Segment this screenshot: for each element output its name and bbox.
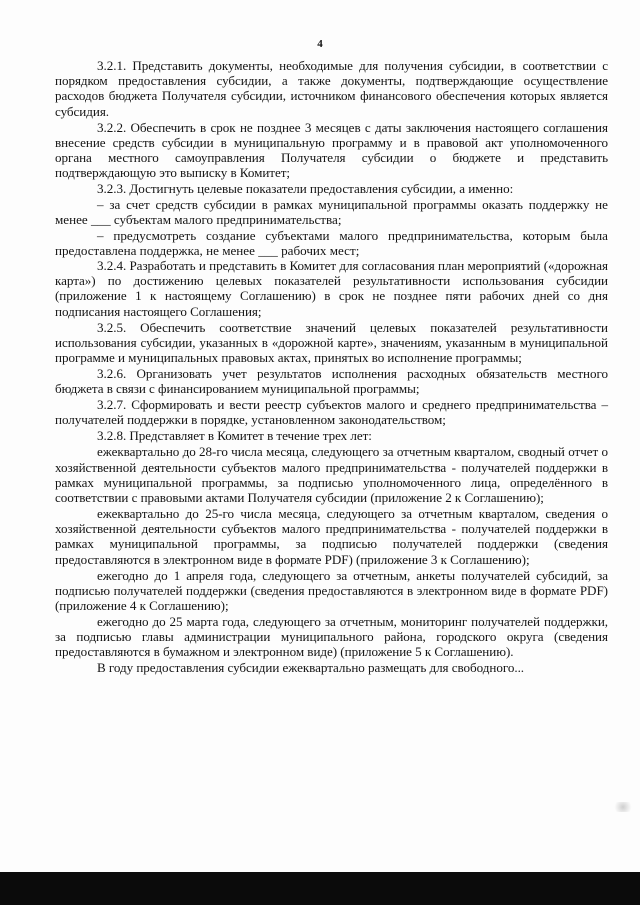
paragraph-subsidy-year: В году предоставления субсидии ежеквартально размещать для свободного... [97,660,525,676]
paragraph-quarterly-28: ежеквартально до 28-го числа месяца, следующего за отчетным кварталом, сводный отчет о хозяйственной деятельности субъектов малого предпринимательства - получателей поддержки в рамках муниципальной программы, за подписью уполномоченного лица, определённого в соответствии с правовыми актами Получателя субсидии (приложение 2 к Соглашению); [55,444,608,506]
paragraph-3-2-7: 3.2.7. Сформировать и вести реестр субъектов малого и среднего предпринимательства – получателей поддержки в порядке, установленном законодательством; [55,397,608,428]
paragraph-3-2-1: 3.2.1. Представить документы, необходимые для получения субсидии, в соответствии с порядком предоставления субсидии, а также документы, подтверждающие осуществление расходов бюджета Получателя субсидии, источником финансового обеспечения которых является субсидия. [55,58,608,119]
page-number: 4 [317,38,323,50]
paragraph-3-2-2: 3.2.2. Обеспечить в срок не позднее 3 месяцев с даты заключения настоящего соглашения внесение средств субсидии в муниципальную программу и в правовой акт уполномоченного органа местного самоуправления Получателя субсидии о бюджете и представить подтверждающую это выписку в Комитет; [55,119,608,181]
scan-artifact [612,802,634,812]
paragraph-annual-april: ежегодно до 1 апреля года, следующего за отчетным, анкеты получателей субсидий, за подписью получателей поддержки (сведения предоставляются в электронном виде в формате PDF) (приложение 4 к Соглашению); [55,567,608,614]
paragraph-3-2-8: 3.2.8. Представляет в Комитет в течение трех лет: [97,428,372,444]
paragraph-3-2-6: 3.2.6. Организовать учет результатов исполнения расходных обязательств местного бюджета в связи с финансированием муниципальной программы; [55,366,608,397]
document-body [55,58,608,676]
list-item-jobs-created: – предусмотреть создание субъектами малого предпринимательства, которым была предоставлена поддержка, не менее ___ рабочих мест; [55,227,608,258]
paragraph-quarterly-25: ежеквартально до 25-го числа месяца, следующего за отчетным кварталом, сведения о хозяйственной деятельности субъектов малого предпринимательства - получателей поддержки в рамках муниципальной программы, за подписью получателей поддержки (сведения предоставляются в электронном виде в формате PDF) (приложение 3 к Соглашению); [55,506,608,567]
paragraph-3-2-3: 3.2.3. Достигнуть целевые показатели предоставления субсидии, а именно: [97,181,514,197]
scan-bottom-border [0,872,640,905]
paragraph-annual-march: ежегодно до 25 марта года, следующего за отчетным, мониторинг получателей поддержки, за подписью главы администрации муниципального района, городского округа (сведения предоставляются в бумажном и электронном виде) (приложение 5 к Соглашению). [55,614,608,660]
list-item-support-recipients: – за счет средств субсидии в рамках муниципальной программы оказать поддержку не менее ___ субъектам малого предпринимательства; [55,197,608,228]
paragraph-3-2-4: 3.2.4. Разработать и представить в Комитет для согласования план мероприятий («дорожная карта») по достижению целевых показателей результативности использования субсидии (приложение 1 к настоящему Соглашению) в срок не позднее пяти рабочих дней со дня подписания настоящего Соглашения; [55,258,608,319]
paragraph-3-2-5: 3.2.5. Обеспечить соответствие значений целевых показателей результативности использования субсидии, указанных в «дорожной карте», значениям, указанным в муниципальной программе и муниципальных правовых актах, принятых во исполнение программы; [55,319,608,366]
